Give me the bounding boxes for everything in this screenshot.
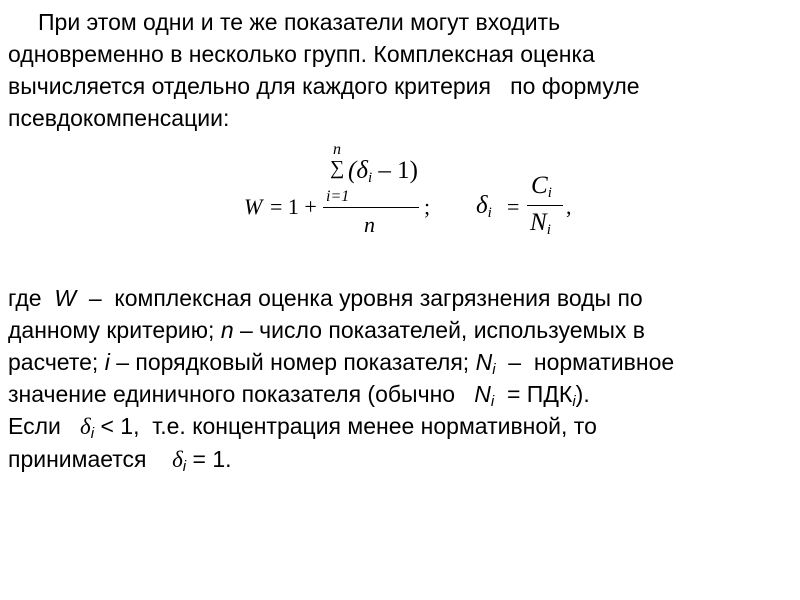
- numerator-c: [531, 172, 552, 201]
- formula-eq2: =: [507, 194, 520, 219]
- expl-text-8: значение единичного показателя (обычно: [8, 381, 475, 407]
- expl-text-13: принимается: [8, 446, 173, 472]
- sum-body-sub: i: [367, 170, 373, 186]
- expl-text-12: < 1, т.е. концентрация менее нормативной, то: [94, 413, 597, 439]
- n-sub: i: [546, 222, 551, 238]
- formula-comma: ,: [566, 194, 572, 219]
- expl-w: W: [54, 285, 77, 311]
- expl-text-5: расчете;: [8, 349, 105, 375]
- expl-pdk-sub: i: [572, 393, 576, 410]
- expl-delta-2-sub: i: [182, 458, 187, 475]
- c-letter: C: [531, 172, 548, 199]
- fraction-bar-1: [323, 207, 419, 208]
- sum-upper-limit: n: [333, 141, 341, 158]
- sum-body-tail: – 1): [372, 157, 418, 184]
- expl-delta-1: δ: [80, 414, 91, 439]
- sum-body-delta: (δ: [348, 157, 368, 184]
- expl-text-6: – порядковый номер показателя;: [109, 349, 476, 375]
- formula-denominator: n: [364, 212, 375, 237]
- delta-i-formula: [476, 192, 492, 221]
- expl-ni-2: N: [474, 381, 491, 407]
- fraction-bar-2: [527, 205, 563, 206]
- expl-text-3: данному критерию;: [8, 317, 221, 343]
- delta-symbol: δ: [476, 192, 488, 219]
- expl-ni: N: [475, 349, 493, 375]
- expl-text-2: – комплексная оценка уровня загрязнения воды по: [76, 285, 643, 311]
- expl-text-1: где: [8, 285, 55, 311]
- expl-delta-1-sub: i: [90, 425, 95, 442]
- denominator-n: [530, 209, 551, 238]
- formula-w: W: [244, 194, 263, 219]
- intro-line-4: псевдокомпенсации:: [8, 105, 230, 131]
- formula-semicolon: ;: [424, 194, 431, 219]
- expl-text-11: Если: [8, 413, 81, 439]
- sum-body: [348, 157, 418, 186]
- n-letter: N: [530, 209, 547, 236]
- expl-text-10: ).: [575, 381, 590, 407]
- expl-delta-2: δ: [172, 447, 183, 472]
- c-sub: i: [547, 185, 552, 201]
- expl-text-14: = 1.: [186, 446, 232, 472]
- expl-text-9: = ПДК: [494, 381, 573, 407]
- explanation-paragraph: [8, 282, 792, 476]
- sum-lower-limit: i=1: [326, 188, 350, 205]
- intro-line-2: одновременно в несколько групп. Комплексная оценка: [8, 41, 595, 67]
- expl-ni-2-sub: i: [490, 393, 495, 410]
- expl-i: i: [104, 349, 110, 375]
- formula-eq1: = 1 +: [270, 194, 317, 219]
- expl-text-7: – нормативное: [495, 349, 675, 375]
- intro-paragraph: [8, 6, 792, 134]
- expl-ni-sub: i: [492, 361, 496, 378]
- delta-sub: i: [487, 205, 492, 221]
- intro-line-1: При этом одни и те же показатели могут входить: [38, 9, 561, 35]
- intro-line-3: вычисляется отдельно для каждого критерия по формуле: [8, 73, 640, 99]
- sigma-symbol: ∑: [330, 157, 345, 179]
- expl-n: n: [220, 317, 234, 343]
- expl-text-4: – число показателей, используемых в: [233, 317, 645, 343]
